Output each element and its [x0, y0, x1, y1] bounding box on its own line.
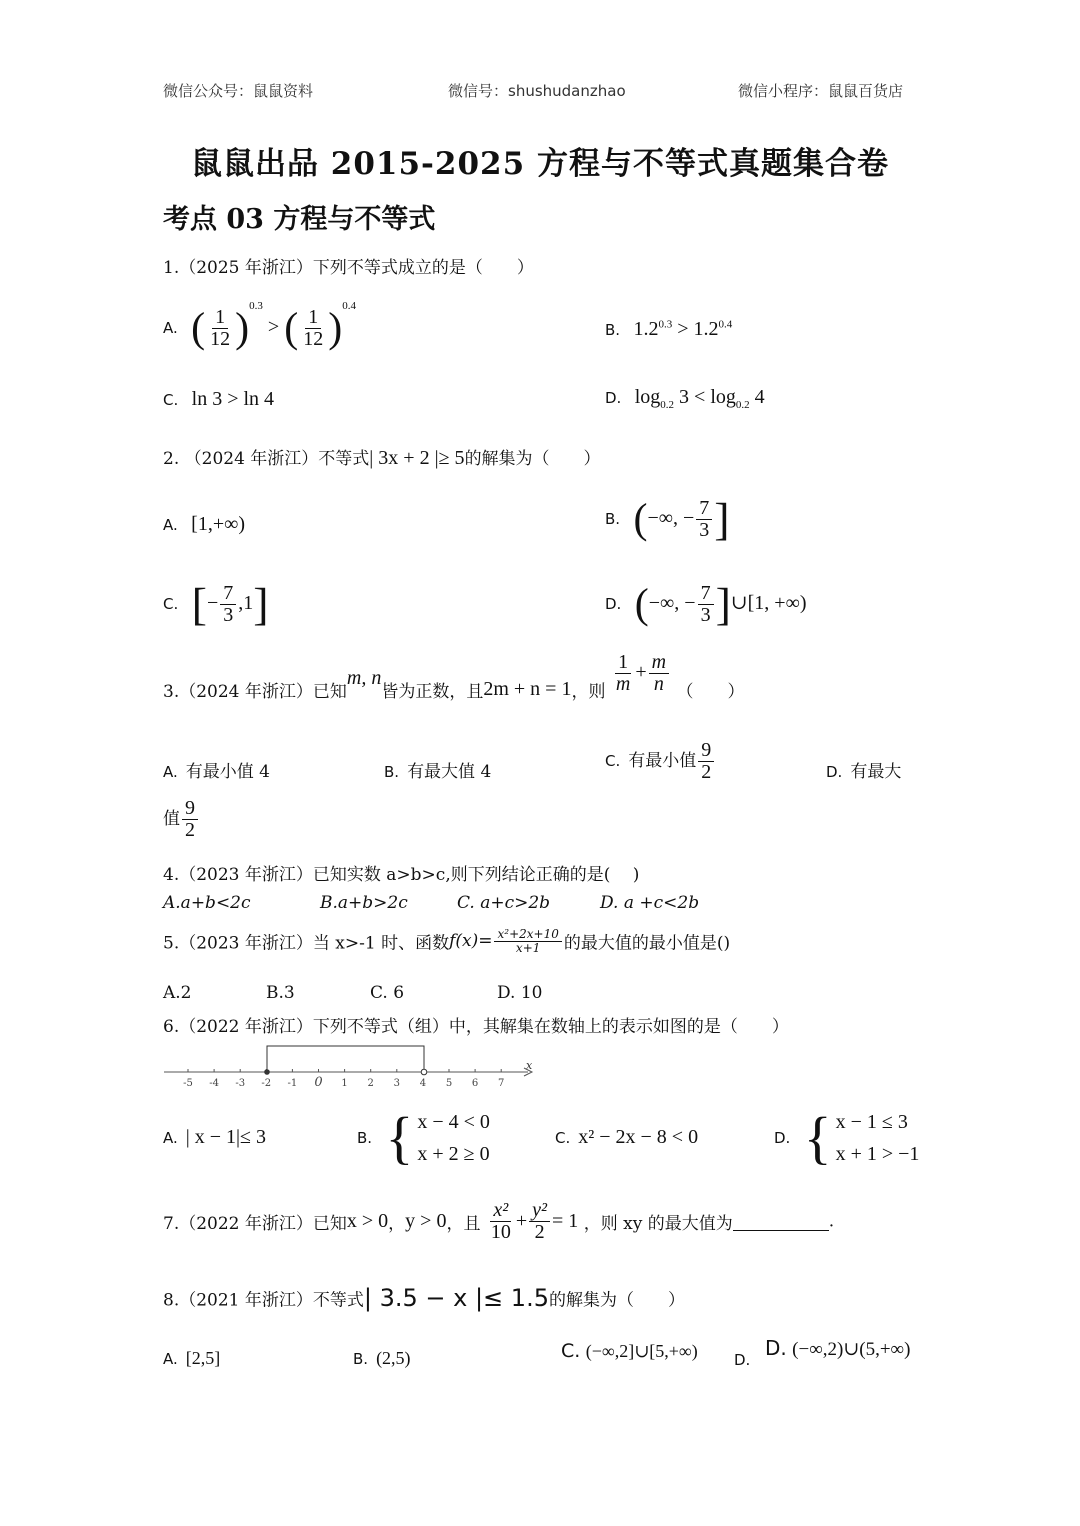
frac-den: 10	[490, 1221, 511, 1243]
frac-num: x²	[490, 1200, 511, 1222]
option-a-math: [1,+∞)	[191, 513, 246, 535]
option-label: D.	[826, 763, 843, 781]
frac-den: m	[615, 673, 631, 695]
question-5-option-a: A.2	[163, 983, 192, 1003]
question-4-option-a: A.a+b<2c	[163, 893, 251, 913]
question-5-option-c: C. 6	[370, 983, 405, 1003]
option-text: 有最小值 4	[185, 762, 270, 782]
frac-den: n	[653, 673, 664, 695]
q3-stem-d: （ ）	[676, 682, 745, 702]
exponent: 0.3	[249, 300, 263, 312]
option-math: [2,5]	[185, 1348, 221, 1368]
q7-cond-1: x > 0	[346, 1210, 389, 1233]
question-8-option-d	[765, 1336, 910, 1361]
tick-label: 6	[471, 1078, 479, 1089]
frac-den: 3	[699, 518, 710, 541]
option-label: B.	[384, 763, 400, 781]
question-5-stem	[163, 928, 730, 954]
option-text: 值	[163, 809, 180, 829]
option-label: D.	[605, 389, 622, 407]
option-label: A.	[163, 1350, 178, 1368]
question-6-option-d: D. { x − 1 ≤ 3 x + 1 > −1	[774, 1105, 920, 1170]
exponent: 0.3	[658, 318, 673, 331]
frac-den: 2	[534, 1221, 545, 1243]
frac-num: m	[649, 652, 669, 674]
tick-label: 5	[445, 1078, 453, 1089]
tick-label: -5	[183, 1078, 193, 1089]
option-label: C.	[561, 1340, 581, 1362]
option-label: B.	[605, 321, 621, 339]
question-8-option-c	[561, 1340, 698, 1362]
q2-inequality: | 3x + 2 |≥ 5	[369, 447, 465, 469]
tick-label: 1	[341, 1078, 348, 1089]
option-label: A.	[163, 1129, 178, 1147]
frac-num: x²+2x+10	[494, 928, 561, 942]
question-6-stem: 6.（2022 年浙江）下列不等式（组）中，其解集在数轴上的表示如图的是（ ）	[163, 1017, 789, 1037]
question-6-option-b: B. { x − 4 < 0 x + 2 ≥ 0	[357, 1105, 490, 1170]
minus-sign: −	[206, 591, 219, 614]
equals-part: = 1	[552, 1210, 579, 1232]
open-endpoint	[421, 1069, 427, 1075]
interval-end: ,1	[238, 591, 254, 614]
q7-cond-2: y > 0	[405, 1210, 447, 1233]
question-8-option-d-small-label	[734, 1350, 758, 1370]
axis-var-label: x	[526, 1059, 533, 1072]
frac-num: 7	[696, 498, 712, 520]
question-8-stem	[163, 1284, 685, 1312]
q5-stem-a: 5.（2023 年浙江）当 x>-1 时、函数	[163, 933, 450, 954]
option-label: B.	[605, 509, 621, 528]
question-6-option-c	[555, 1126, 698, 1149]
question-7-stem	[163, 1200, 834, 1243]
q3-condition: 2m + n = 1	[483, 678, 572, 700]
tick-label: 2	[367, 1078, 374, 1089]
frac-den: 2	[701, 761, 712, 783]
frac-num: 9	[182, 798, 198, 820]
q8-inequality: | 3.5 − x |≤ 1.5	[363, 1284, 549, 1312]
q3-stem-a: 3.（2024 年浙江）已知	[163, 682, 347, 702]
question-2-option-a	[163, 513, 245, 536]
system-row: x + 1 > −1	[835, 1143, 920, 1165]
option-label: D.	[734, 1351, 751, 1369]
option-label: D.	[765, 1336, 787, 1360]
q7-end: .	[828, 1211, 835, 1232]
q8-stem-b: 的解集为（ ）	[548, 1290, 685, 1311]
base: 1.2	[693, 318, 719, 340]
log-arg: 3	[679, 386, 690, 408]
frac-num: y²	[529, 1200, 550, 1222]
q3-stem-b: 皆为正数，且	[381, 682, 484, 702]
q7-stem-a: 7.（2022 年浙江）已知	[163, 1214, 347, 1235]
question-1-option-c	[163, 388, 274, 411]
frac-num: 1	[615, 652, 631, 674]
option-math: (2,5)	[376, 1348, 411, 1368]
q8-stem-a: 8.（2021 年浙江）不等式	[163, 1290, 364, 1311]
question-4-option-d: D. a +c<2b	[600, 893, 700, 913]
frac-den: 12	[303, 327, 324, 350]
question-1-option-a: A. ( $\frac{1}{12}$ )$^{0.3}$ > ( $\frac{1}{12}$ )$^{0.4}$	[163, 300, 356, 352]
question-8-option-b	[353, 1348, 411, 1369]
header-center: 微信号：shushudanzhao	[448, 82, 626, 100]
number-line	[160, 1040, 540, 1092]
frac-den: x+1	[515, 940, 541, 955]
q7-stem-c: ，则 xy 的最大值为	[583, 1214, 733, 1235]
tick-label: -2	[261, 1078, 272, 1089]
answer-blank[interactable]	[733, 1212, 829, 1231]
log-word: log	[634, 386, 661, 408]
question-5-option-b: B.3	[266, 983, 295, 1003]
tick-label: 4	[419, 1078, 427, 1089]
question-3-option-d	[826, 757, 901, 782]
question-2-stem	[163, 444, 601, 470]
option-text: 有最大值 4	[407, 762, 492, 782]
option-label: B.	[357, 1128, 373, 1147]
section-heading: 考点 03 方程与不等式	[163, 204, 436, 235]
option-text: 有最小值	[628, 751, 697, 771]
frac-num: 7	[698, 583, 714, 605]
system-row: x + 2 ≥ 0	[417, 1143, 490, 1165]
tick-label: -3	[235, 1078, 246, 1089]
question-1-stem: 1.（2025 年浙江）下列不等式成立的是（ ）	[163, 258, 534, 278]
option-label: A.	[163, 763, 178, 781]
frac-num: 1	[212, 307, 228, 329]
frac-den: 12	[210, 327, 231, 350]
option-math: x² − 2x − 8 < 0	[578, 1126, 699, 1148]
question-4-option-c: C. a+c>2b	[457, 893, 551, 913]
operator: <	[694, 386, 706, 408]
solution-bracket	[267, 1046, 424, 1072]
base: 1.2	[633, 318, 659, 340]
question-3-option-d-cont	[163, 798, 200, 841]
question-2-option-d: D. (−∞, − $\frac{7}{3}$ ]∪[1, +∞)	[605, 578, 807, 629]
interval-start: −∞, −	[647, 506, 695, 529]
log-base: 0.2	[660, 399, 675, 411]
option-label: C.	[163, 391, 179, 409]
tick-label: -4	[209, 1078, 219, 1089]
exponent: 0.4	[718, 318, 733, 331]
tick-label: 7	[498, 1078, 505, 1089]
q3-stem-c: ，则	[571, 682, 606, 702]
question-8-option-a	[163, 1348, 220, 1369]
option-label: C.	[555, 1129, 571, 1147]
header-left: 微信公众号：鼠鼠资料	[163, 82, 314, 100]
q2-stem-a: 2. （2024 年浙江）不等式	[163, 449, 370, 469]
option-label: D.	[605, 594, 622, 613]
question-5-option-d: D. 10	[497, 983, 543, 1003]
question-3-option-b	[384, 757, 491, 782]
option-label: A.	[163, 319, 178, 337]
frac-num: 1	[305, 307, 321, 329]
question-2-option-b: B. (−∞, − $\frac{7}{3}$ ]	[605, 493, 730, 544]
option-c-math: ln 3 > ln 4	[191, 388, 275, 410]
log-arg: 4	[754, 386, 765, 408]
frac-den: 2	[185, 819, 195, 841]
interval-start: −∞, −	[648, 591, 696, 614]
frac-num: 7	[220, 583, 236, 605]
q7-stem-b: ，且	[446, 1214, 481, 1235]
q5-stem-b: 的最大值的最小值是()	[563, 933, 731, 954]
frac-num: 9	[698, 740, 714, 762]
union-part: ∪[1, +∞)	[730, 591, 807, 614]
question-1-option-b	[605, 318, 732, 341]
q2-stem-b: 的解集为（ ）	[464, 449, 601, 469]
operator: >	[267, 316, 280, 338]
tick-label: 3	[393, 1078, 400, 1089]
question-3-option-a	[163, 757, 270, 782]
q5-function: f(x)=	[449, 931, 493, 952]
question-3-stem	[163, 651, 745, 711]
closed-endpoint	[264, 1069, 270, 1075]
option-label: C.	[163, 594, 179, 613]
option-label: D.	[774, 1128, 791, 1147]
operator: >	[677, 318, 689, 340]
question-1-option-d	[605, 386, 765, 411]
exponent: 0.4	[342, 300, 356, 312]
log-base: 0.2	[735, 399, 750, 411]
document-title: 鼠鼠出品 2015-2025 方程与不等式真题集合卷	[190, 146, 889, 182]
q7-comma: ，	[388, 1214, 406, 1235]
q3-vars: m, n	[346, 667, 382, 689]
plus-sign: +	[515, 1210, 528, 1232]
question-4-stem: 4.（2023 年浙江）已知实数 a>b>c,则下列结论正确的是( )	[163, 865, 640, 885]
question-4-option-b: B.a+b>2c	[320, 893, 408, 913]
log-word: log	[710, 386, 736, 408]
option-text: 有最大	[850, 762, 902, 782]
option-label: A.	[163, 516, 178, 534]
option-label: C.	[605, 752, 621, 770]
frac-den: 3	[223, 603, 234, 626]
system-row: x − 4 < 0	[417, 1111, 490, 1133]
question-6-option-a	[163, 1126, 266, 1149]
plus-sign: +	[635, 661, 647, 684]
option-math: | x − 1|≤ 3	[185, 1126, 267, 1148]
question-2-option-c: C. [− $\frac{7}{3}$ ,1]	[163, 578, 269, 629]
question-3-option-c	[605, 740, 716, 783]
option-math: (−∞,2]∪[5,+∞)	[585, 1341, 698, 1361]
tick-label: 0	[314, 1075, 323, 1090]
header-right: 微信小程序：鼠鼠百货店	[738, 82, 904, 100]
frac-den: 3	[700, 603, 711, 626]
option-label: B.	[353, 1350, 369, 1368]
system-row: x − 1 ≤ 3	[835, 1111, 908, 1133]
option-math: (−∞,2)∪(5,+∞)	[792, 1339, 911, 1360]
tick-label: -1	[287, 1078, 298, 1089]
